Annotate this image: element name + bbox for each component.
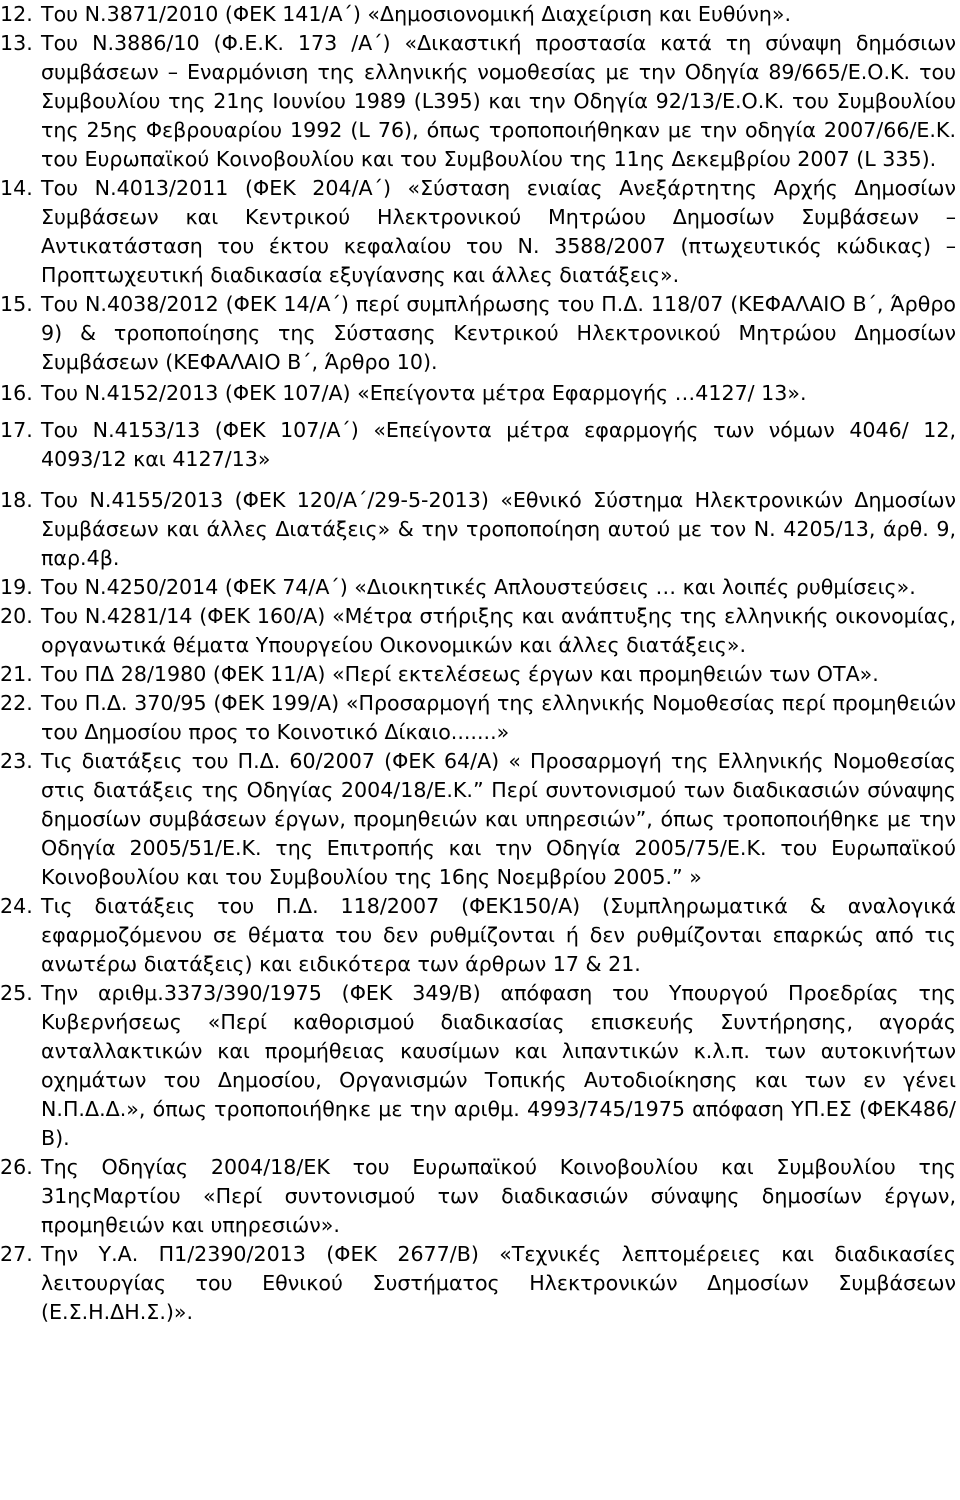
item-number: 12. xyxy=(0,2,33,26)
item-text: Του Ν.4152/2013 (ΦΕΚ 107/Α) «Επείγοντα μέτρα Εφαρμογής …4127/ 13». xyxy=(41,381,807,405)
list-item xyxy=(0,892,956,979)
list-item xyxy=(0,486,956,573)
list-item xyxy=(0,747,956,892)
item-number: 17. xyxy=(0,418,33,442)
item-number: 25. xyxy=(0,981,33,1005)
item-number: 16. xyxy=(0,381,33,405)
item-number: 19. xyxy=(0,575,33,599)
item-text: Της Οδηγίας 2004/18/ΕΚ του Ευρωπαϊκού Κοινοβουλίου και Συμβουλίου της 31ηςΜαρτίου «Περί συντονισμού των διαδικασιών σύναψης δημοσίων έργων, προμηθειών και υπηρεσιών». xyxy=(41,1155,956,1237)
list-item xyxy=(0,379,956,408)
list-item xyxy=(0,979,956,1153)
list-item xyxy=(0,1240,956,1327)
item-text: Του Ν.4013/2011 (ΦΕΚ 204/Α΄) «Σύσταση ενιαίας Ανεξάρτητης Αρχής Δημοσίων Συμβάσεων και Κεντρικού Ηλεκτρονικού Μητρώου Δημοσίων Συμβάσεων – Αντικατάσταση του έκτου κεφαλαίου του Ν. 3588/2007 (πτωχευτικός κώδικας) – Προπτωχευτική διαδικασία εξυγίανσης και άλλες διατάξεις». xyxy=(41,176,956,287)
item-text: Τις διατάξεις του Π.Δ. 118/2007 (ΦΕΚ150/Α) (Συμπληρωματικά & αναλογικά εφαρμοζόμενου σε θέματα του δεν ρυθμίζονται ή δεν ρυθμίζονται επαρκώς από τις ανωτέρω διατάξεις) και ειδικότερα των άρθρων 17 & 21. xyxy=(41,894,956,976)
item-text: Του Ν.4250/2014 (ΦΕΚ 74/Α΄) «Διοικητικές Απλουστεύσεις … και λοιπές ρυθμίσεις». xyxy=(41,575,916,599)
item-text: Του Ν.4155/2013 (ΦΕΚ 120/Α΄/29-5-2013) «Εθνικό Σύστημα Ηλεκτρονικών Δημοσίων Συμβάσεων και άλλες Διατάξεις» & την τροποποίηση αυτού με τον Ν. 4205/13, άρθ. 9, παρ.4β. xyxy=(41,488,956,570)
item-text: Την Υ.Α. Π1/2390/2013 (ΦΕΚ 2677/Β) «Τεχνικές λεπτομέρειες και διαδικασίες λειτουργίας του Εθνικού Συστήματος Ηλεκτρονικών Δημοσίων Συμβάσεων (Ε.Σ.Η.ΔΗ.Σ.)». xyxy=(41,1242,956,1324)
item-number: 15. xyxy=(0,292,33,316)
item-number: 18. xyxy=(0,488,33,512)
item-number: 26. xyxy=(0,1155,33,1179)
item-text: Του ΠΔ 28/1980 (ΦΕΚ 11/Α) «Περί εκτελέσεως έργων και προμηθειών των ΟΤΑ». xyxy=(41,662,879,686)
item-text: Του Ν.3886/10 (Φ.Ε.Κ. 173 /Α΄) «Δικαστική προστασία κατά τη σύναψη δημόσιων συμβάσεων – Εναρμόνιση της ελληνικής νομοθεσίας με την Οδηγία 89/665/Ε.Ο.Κ. του Συμβουλίου της 21ης Ιουνίου 1989 (L395) και την Οδηγία 92/13/Ε.Ο.Κ. του Συμβουλίου της 25ης Φεβρουαρίου 1992 (L 76), όπως τροποποιήθηκαν με την οδηγία 2007/66/Ε.Κ. του Ευρωπαϊκού Κοινοβουλίου και του Συμβουλίου της 11ης Δεκεμβρίου 2007 (L 335). xyxy=(41,31,956,171)
item-text: Τις διατάξεις του Π.Δ. 60/2007 (ΦΕΚ 64/Α) « Προσαρμογή της Ελληνικής Νομοθεσίας στις διατάξεις της Οδηγίας 2004/18/Ε.Κ.” Περί συντονισμού των διαδικασιών σύναψης δημοσίων συμβάσεων έργων, προμηθειών και υπηρεσιών”, όπως τροποποιήθηκε με την Οδηγία 2005/51/Ε.Κ. της Επιτροπής και την Οδηγία 2005/75/Ε.Κ. του Ευρωπαϊκού Κοινοβουλίου και του Συμβουλίου της 16ης Νοεμβρίου 2005.” » xyxy=(41,749,956,889)
item-text: Του Ν.4038/2012 (ΦΕΚ 14/Α΄) περί συμπλήρωσης του Π.Δ. 118/07 (ΚΕΦΑΛΑΙΟ Β΄, Άρθρο 9) & τροποποίησης της Σύστασης Κεντρικού Ηλεκτρονικού Μητρώου Δημοσίων Συμβάσεων (ΚΕΦΑΛΑΙΟ Β΄, Άρθρο 10). xyxy=(41,292,956,374)
list-item xyxy=(0,660,956,689)
list-item xyxy=(0,0,956,29)
list-item xyxy=(0,29,956,174)
item-number: 23. xyxy=(0,749,33,773)
item-text: Του Ν.4153/13 (ΦΕΚ 107/Α΄) «Επείγοντα μέτρα εφαρμογής των νόμων 4046/ 12, 4093/12 και 4127/13» xyxy=(41,418,956,471)
list-item xyxy=(0,290,956,377)
list-item xyxy=(0,174,956,290)
item-number: 24. xyxy=(0,894,33,918)
item-text: Την αριθμ.3373/390/1975 (ΦΕΚ 349/Β) απόφαση του Υπουργού Προεδρίας της Κυβερνήσεως «Περί καθορισμού διαδικασίας επισκευής Συντήρησης, αγοράς ανταλλακτικών και προμήθειας καυσίμων και λιπαντικών κ.λ.π. των αυτοκινήτων οχημάτων του Δημοσίου, Οργανισμών Τοπικής Αυτοδιοίκησης και των εν γένει Ν.Π.Δ.Δ.», όπως τροποποιήθηκε με την αριθμ. 4993/745/1975 απόφαση ΥΠ.ΕΣ (ΦΕΚ486/Β). xyxy=(41,981,956,1150)
list-item xyxy=(0,573,956,602)
list-item xyxy=(0,416,956,474)
item-number: 13. xyxy=(0,31,33,55)
item-text: Του Ν.3871/2010 (ΦΕΚ 141/Α΄) «Δημοσιονομική Διαχείριση και Ευθύνη». xyxy=(41,2,792,26)
list-item xyxy=(0,1153,956,1240)
list-item xyxy=(0,689,956,747)
item-number: 22. xyxy=(0,691,33,715)
item-number: 27. xyxy=(0,1242,33,1266)
item-number: 14. xyxy=(0,176,33,200)
list-item xyxy=(0,602,956,660)
item-number: 20. xyxy=(0,604,33,628)
item-text: Του Π.Δ. 370/95 (ΦΕΚ 199/Α) «Προσαρμογή της ελληνικής Νομοθεσίας περί προμηθειών του Δημοσίου προς το Κοινοτικό Δίκαιο.......» xyxy=(41,691,956,744)
item-text: Του Ν.4281/14 (ΦΕΚ 160/Α) «Μέτρα στήριξης και ανάπτυξης της ελληνικής οικονομίας, οργανωτικά θέματα Υπουργείου Οικονομικών και άλλες διατάξεις». xyxy=(41,604,956,657)
item-number: 21. xyxy=(0,662,33,686)
